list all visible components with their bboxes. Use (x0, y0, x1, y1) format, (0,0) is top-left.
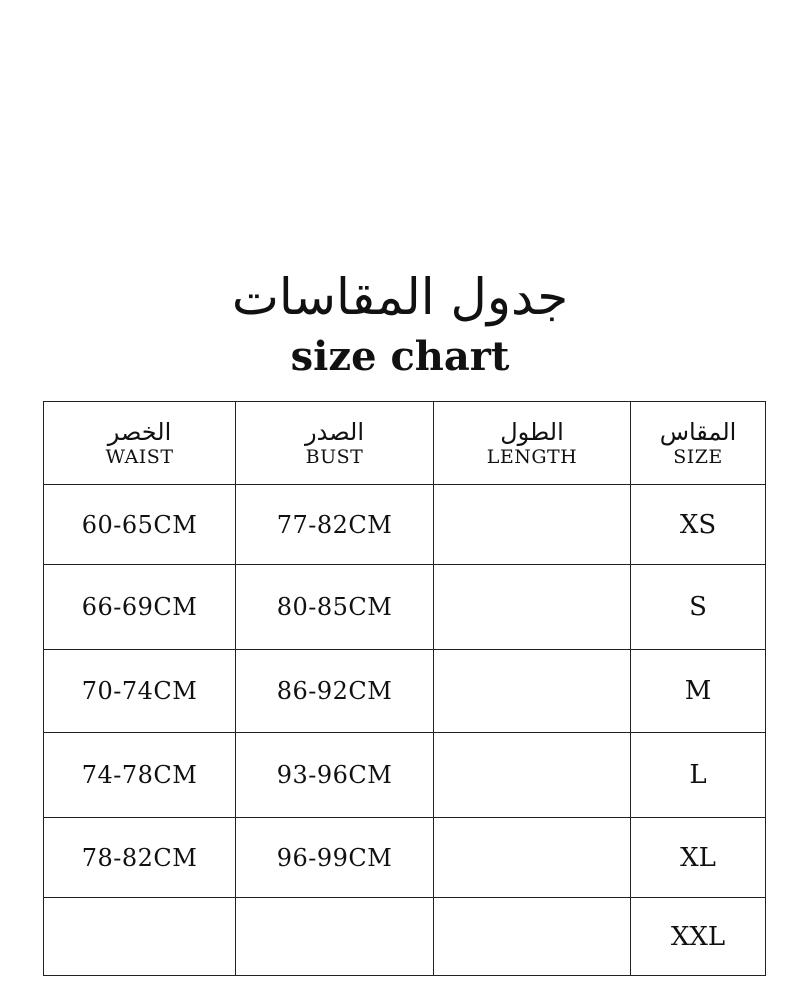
size-cell: XL (631, 818, 766, 898)
length-cell (434, 733, 631, 818)
waist-cell: 78-82CM (44, 818, 236, 898)
table-row (44, 485, 766, 565)
size-chart-table (43, 401, 766, 976)
header-length-arabic: الطول (500, 418, 564, 446)
table-row (44, 565, 766, 650)
header-bust-english: BUST (305, 446, 364, 468)
size-cell: S (631, 565, 766, 650)
size-cell: XS (631, 485, 766, 565)
bust-cell: 80-85CM (236, 565, 434, 650)
table-header-row (44, 402, 766, 485)
waist-cell (44, 898, 236, 976)
header-waist-arabic: الخصر (107, 418, 172, 446)
header-size-english: SIZE (673, 446, 723, 468)
header-bust (236, 402, 434, 485)
header-length (434, 402, 631, 485)
bust-cell (236, 898, 434, 976)
length-cell (434, 818, 631, 898)
length-cell (434, 485, 631, 565)
table-row (44, 898, 766, 976)
size-cell: M (631, 650, 766, 733)
header-waist (44, 402, 236, 485)
length-cell (434, 650, 631, 733)
table-row (44, 733, 766, 818)
header-bust-arabic: الصدر (305, 418, 364, 446)
size-cell: L (631, 733, 766, 818)
waist-cell: 66-69CM (44, 565, 236, 650)
header-length-english: LENGTH (486, 446, 578, 468)
bust-cell: 96-99CM (236, 818, 434, 898)
header-size (631, 402, 766, 485)
waist-cell: 70-74CM (44, 650, 236, 733)
waist-cell: 60-65CM (44, 485, 236, 565)
length-cell (434, 898, 631, 976)
header-size-arabic: المقاس (659, 418, 737, 446)
size-cell: XXL (631, 898, 766, 976)
waist-cell: 74-78CM (44, 733, 236, 818)
bust-cell: 77-82CM (236, 485, 434, 565)
page-title-english: size chart (290, 333, 510, 380)
header-waist-english: WAIST (105, 446, 174, 468)
bust-cell: 93-96CM (236, 733, 434, 818)
length-cell (434, 565, 631, 650)
bust-cell: 86-92CM (236, 650, 434, 733)
page-title-arabic: جدول المقاسات (231, 268, 569, 326)
table-row (44, 650, 766, 733)
table-row (44, 818, 766, 898)
